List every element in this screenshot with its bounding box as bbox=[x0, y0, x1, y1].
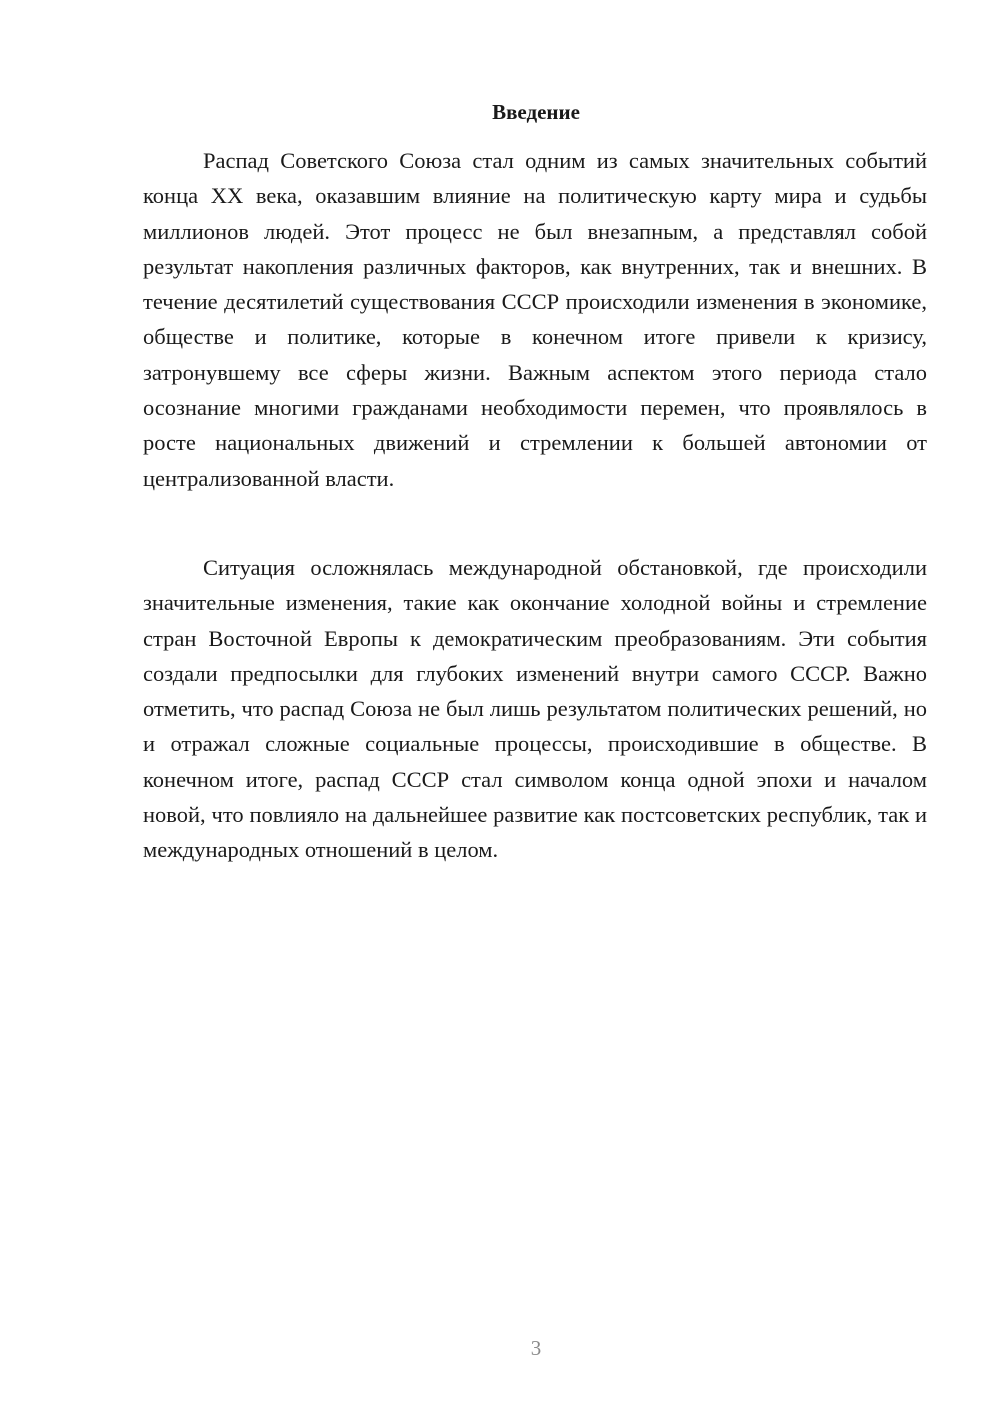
paragraph-2 bbox=[143, 550, 927, 868]
paragraph-1 bbox=[143, 143, 927, 496]
page-title: Введение bbox=[492, 100, 580, 124]
page-number: 3 bbox=[530, 1336, 542, 1360]
paragraph-1-text: Распад Советского Союза стал одним из самых значительных событий конца XX века, оказавшим влияние на политическую карту мира и судьбы миллионов людей. Этот процесс не был внезапным, а представлял собой результат накопления различных факторов, как внутренних, так и внешних. В течение десятилетий существования СССР происходили изменения в экономике, обществе и политике, которые в конечном итоге привели к кризису, затронувшему все сферы жизни. Важным аспектом этого периода стало осознание многими гражданами необходимости перемен, что проявлялось в росте национальных движений и стремлении к большей автономии от централизованной власти. bbox=[143, 148, 927, 491]
paragraph-2-text: Ситуация осложнялась международной обстановкой, где происходили значительные изменения, такие как окончание холодной войны и стремление стран Восточной Европы к демократическим преобразованиям. Эти события создали предпосылки для глубоких изменений внутри самого СССР. Важно отметить, что распад Союза не был лишь результатом политических решений, но и отражал сложные социальные процессы, происходившие в обществе. В конечном итоге, распад СССР стал символом конца одной эпохи и началом новой, что повлияло на дальнейшее развитие как постсоветских республик, так и международных отношений в целом. bbox=[143, 555, 927, 863]
